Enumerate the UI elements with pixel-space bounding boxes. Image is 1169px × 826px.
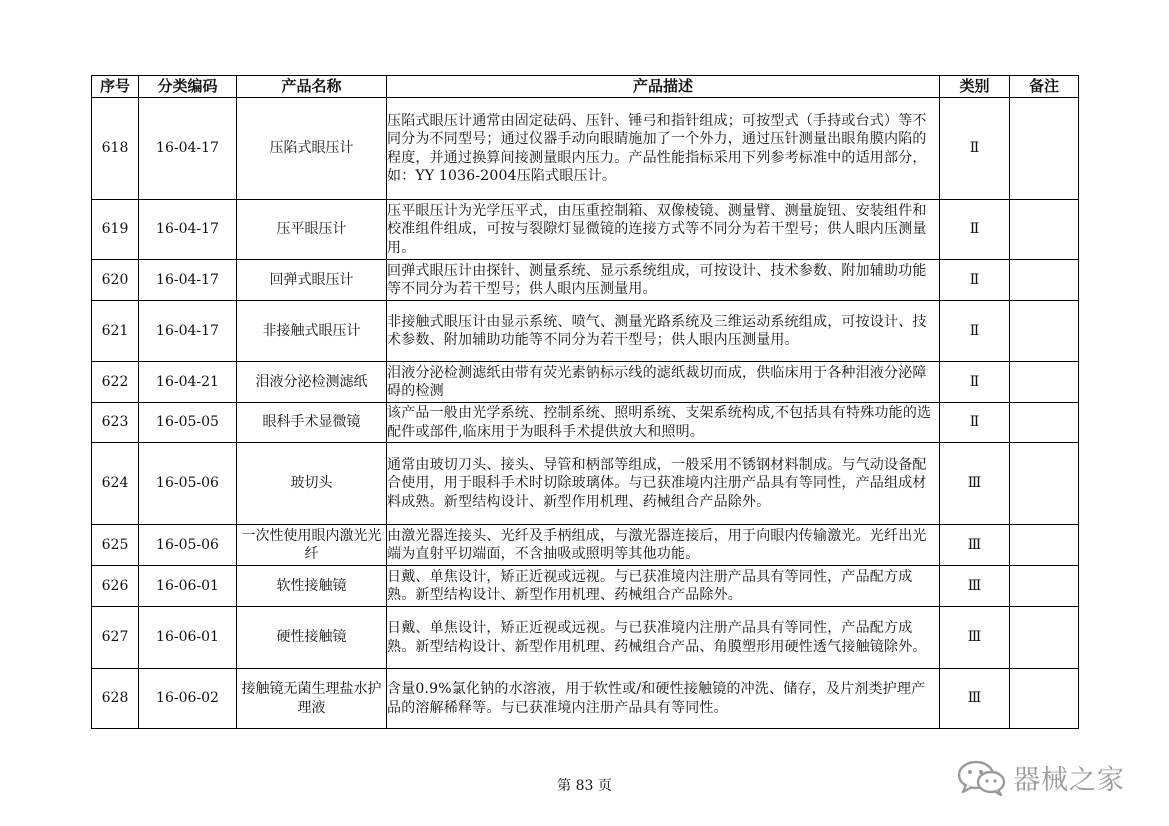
table-header-row (92, 76, 1079, 98)
header-code: 分类编码 (139, 76, 237, 98)
row-name: 压平眼压计 (237, 200, 387, 260)
row-description: 该产品一般由光学系统、控制系统、照明系统、支架系统构成,不包括具有特殊功能的选配件或部件,临床用于为眼科手术提供放大和照明。 (387, 403, 940, 443)
row-code: 16-05-06 (139, 525, 237, 566)
row-description: 泪液分泌检测滤纸由带有荧光素钠标示线的滤纸裁切而成，供临床用于各种泪液分泌障碍的检测 (387, 362, 940, 403)
row-index: 621 (92, 301, 139, 362)
row-note (1010, 607, 1079, 669)
row-description: 回弹式眼压计由探针、测量系统、显示系统组成，可按设计、技术参数、附加辅助功能等不同分为若干型号；供人眼内压测量用。 (387, 260, 940, 301)
wechat-icon (957, 760, 1007, 796)
row-code: 16-06-01 (139, 607, 237, 669)
product-catalog-table (91, 75, 1079, 729)
table-row (92, 403, 1079, 443)
row-class: Ⅲ (940, 607, 1010, 669)
row-code: 16-05-05 (139, 403, 237, 443)
row-name: 接触镜无菌生理盐水护理液 (237, 669, 387, 729)
row-description: 日戴、单焦设计，矫正近视或远视。与已获准境内注册产品具有等同性，产品配方成熟。新型结构设计、新型作用机理、药械组合产品、角膜塑形用硬性透气接触镜除外。 (387, 607, 940, 669)
row-note (1010, 200, 1079, 260)
row-description: 非接触式眼压计由显示系统、喷气、测量光路系统及三维运动系统组成，可按设计、技术参数、附加辅助功能等不同分为若干型号；供人眼内压测量用。 (387, 301, 940, 362)
table-row (92, 301, 1079, 362)
row-description: 压平眼压计为光学压平式，由压重控制箱、双像棱镜、测量臂、测量旋钮、安装组件和校准组件组成，可按与裂隙灯显微镜的连接方式等不同分为若干型号；供人眼内压测量用。 (387, 200, 940, 260)
row-class: Ⅲ (940, 669, 1010, 729)
header-class: 类别 (940, 76, 1010, 98)
row-name: 玻切头 (237, 443, 387, 525)
table-row (92, 98, 1079, 200)
table-row (92, 443, 1079, 525)
table-row (92, 566, 1079, 607)
table-row (92, 362, 1079, 403)
row-class: Ⅲ (940, 566, 1010, 607)
row-description: 压陷式眼压计通常由固定砝码、压针、锤弓和指针组成；可按型式（手持或台式）等不同分为不同型号；通过仪器手动向眼睛施加了一个外力，通过压针测量出眼角膜内陷的程度，并通过换算间接测量眼内压力。产品性能指标采用下列参考标准中的适用部分，如：YY 1036-2004压陷式眼压计。 (387, 98, 940, 200)
row-code: 16-04-21 (139, 362, 237, 403)
row-note (1010, 403, 1079, 443)
row-note (1010, 669, 1079, 729)
row-class: Ⅱ (940, 403, 1010, 443)
row-class: Ⅱ (940, 301, 1010, 362)
table-row (92, 200, 1079, 260)
row-description: 由激光器连接头、光纤及手柄组成，与激光器连接后，用于向眼内传输激光。光纤出光端为直射平切端面，不含抽吸或照明等其他功能。 (387, 525, 940, 566)
row-note (1010, 260, 1079, 301)
row-name: 一次性使用眼内激光光纤 (237, 525, 387, 566)
row-index: 626 (92, 566, 139, 607)
row-class: Ⅱ (940, 200, 1010, 260)
row-code: 16-06-01 (139, 566, 237, 607)
header-name: 产品名称 (237, 76, 387, 98)
row-code: 16-04-17 (139, 98, 237, 200)
row-class: Ⅱ (940, 98, 1010, 200)
row-index: 618 (92, 98, 139, 200)
row-name: 眼科手术显微镜 (237, 403, 387, 443)
row-name: 回弹式眼压计 (237, 260, 387, 301)
table-row (92, 607, 1079, 669)
row-code: 16-04-17 (139, 200, 237, 260)
row-class: Ⅲ (940, 443, 1010, 525)
row-index: 619 (92, 200, 139, 260)
row-index: 627 (92, 607, 139, 669)
header-description: 产品描述 (387, 76, 940, 98)
row-index: 625 (92, 525, 139, 566)
row-class: Ⅲ (940, 525, 1010, 566)
row-code: 16-05-06 (139, 443, 237, 525)
row-note (1010, 98, 1079, 200)
watermark (957, 758, 1125, 797)
table-row (92, 525, 1079, 566)
watermark-text: 器械之家 (1013, 765, 1125, 796)
row-note (1010, 301, 1079, 362)
table-row (92, 260, 1079, 301)
row-class: Ⅱ (940, 362, 1010, 403)
page-number: 第 83 页 (557, 778, 612, 794)
row-index: 620 (92, 260, 139, 301)
row-class: Ⅱ (940, 260, 1010, 301)
row-code: 16-06-02 (139, 669, 237, 729)
row-note (1010, 525, 1079, 566)
row-note (1010, 566, 1079, 607)
header-note: 备注 (1010, 76, 1079, 98)
row-description: 日戴、单焦设计，矫正近视或远视。与已获准境内注册产品具有等同性，产品配方成熟。新型结构设计、新型作用机理、药械组合产品除外。 (387, 566, 940, 607)
row-index: 622 (92, 362, 139, 403)
row-name: 非接触式眼压计 (237, 301, 387, 362)
row-description: 含量0.9%氯化钠的水溶液，用于软性或/和硬性接触镜的冲洗、储存，及片剂类护理产品的溶解稀释等。与已获准境内注册产品具有等同性。 (387, 669, 940, 729)
header-index: 序号 (92, 76, 139, 98)
row-index: 624 (92, 443, 139, 525)
row-note (1010, 362, 1079, 403)
row-note (1010, 443, 1079, 525)
row-name: 泪液分泌检测滤纸 (237, 362, 387, 403)
row-name: 硬性接触镜 (237, 607, 387, 669)
row-description: 通常由玻切刀头、接头、导管和柄部等组成，一般采用不锈钢材料制成。与气动设备配合使用，用于眼科手术时切除玻璃体。与已获准境内注册产品具有等同性，产品组成材料成熟。新型结构设计、新型作用机理、药械组合产品除外。 (387, 443, 940, 525)
row-code: 16-04-17 (139, 260, 237, 301)
row-name: 压陷式眼压计 (237, 98, 387, 200)
row-index: 628 (92, 669, 139, 729)
row-code: 16-04-17 (139, 301, 237, 362)
table-row (92, 669, 1079, 729)
row-index: 623 (92, 403, 139, 443)
row-name: 软性接触镜 (237, 566, 387, 607)
